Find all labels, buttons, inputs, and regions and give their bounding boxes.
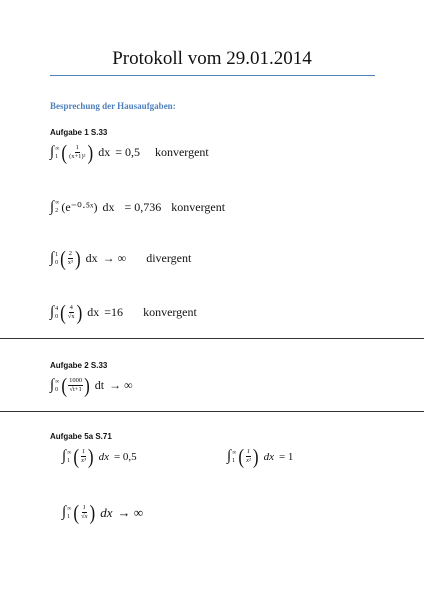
- upper-limit: ∞: [67, 449, 72, 456]
- numerator: 2: [68, 250, 72, 257]
- equation-3-3: ∫ ∞ 1 ( $\frac{1}{√x}$ ) dx → ∞: [62, 500, 143, 525]
- title-underline: [50, 75, 375, 76]
- lower-limit: 1: [67, 513, 71, 520]
- denominator: x²: [246, 457, 251, 464]
- integral-sign: ∫: [50, 198, 55, 215]
- fraction: [68, 377, 83, 394]
- integral-sign: ∫: [62, 448, 67, 464]
- differential: dt: [94, 378, 105, 392]
- result: = 1: [278, 450, 294, 463]
- fraction: [245, 448, 252, 465]
- differential: dx: [98, 450, 109, 463]
- result: = 0,5: [113, 450, 137, 463]
- denominator: x³: [67, 259, 73, 266]
- section-heading-2: Aufgabe 2 S.33: [50, 361, 108, 370]
- numerator: 1: [246, 448, 251, 455]
- differential: dx: [98, 145, 111, 159]
- verdict: konvergent: [143, 305, 197, 319]
- equation-3-1: ∫ ∞ 1 ( $\frac{1}{\text{x³}}$ ) dx = 0,5: [62, 444, 137, 469]
- differential: dx: [102, 199, 115, 214]
- result: → ∞: [109, 378, 133, 392]
- integral-sign: ∫: [50, 144, 55, 160]
- equation-1-4: ∫ 4 0 ( $\frac{4}{√x}$ ) dx =16 konvergent: [50, 300, 197, 325]
- result: =16: [104, 305, 124, 319]
- equation-1-3: ∫ 1 0 ( $\frac{2}{\text{x³}}$ ) dx → ∞ divergent: [50, 246, 192, 271]
- differential: dx: [87, 305, 100, 319]
- lower-limit: 0: [55, 386, 59, 393]
- document-title: Protokoll vom 29.01.2014: [112, 48, 312, 69]
- result: = 0,5: [115, 145, 140, 159]
- differential: dx: [263, 450, 274, 463]
- subheading: Besprechung der Hausaufgaben:: [50, 101, 176, 111]
- integral-sign: ∫: [227, 448, 232, 464]
- result: → ∞: [117, 504, 143, 520]
- upper-limit: ∞: [55, 378, 60, 385]
- denominator: √t+1: [69, 386, 82, 393]
- upper-limit: 4: [55, 305, 59, 312]
- section-heading-1: Aufgabe 1 S.33: [50, 128, 108, 137]
- verdict: divergent: [146, 251, 192, 265]
- fraction: [80, 448, 87, 465]
- fraction: [67, 250, 74, 267]
- equation-2-1: ∫ ∞ 0 ( $\frac{1000}{√t+1}$ ) dt → ∞: [50, 373, 133, 398]
- section-divider-2: [0, 411, 424, 412]
- differential: dx: [85, 251, 98, 265]
- numerator: 1: [81, 448, 86, 455]
- section-divider-1: [0, 338, 424, 339]
- fraction: [67, 304, 76, 321]
- lower-limit: 0: [55, 259, 59, 266]
- verdict: konvergent: [171, 199, 226, 214]
- integral-sign: ∫: [50, 250, 55, 266]
- numerator: 4: [69, 304, 73, 311]
- denominator: √x: [81, 513, 88, 520]
- verdict: konvergent: [154, 145, 209, 159]
- denominator: x³: [81, 457, 86, 464]
- lower-limit: 0: [55, 313, 59, 320]
- lower-limit: 1: [67, 457, 71, 464]
- fraction: [80, 504, 88, 521]
- upper-limit: ∞: [232, 449, 237, 456]
- lower-limit: 1: [55, 153, 59, 160]
- result: → ∞: [102, 251, 127, 265]
- integral-sign: ∫: [62, 504, 67, 520]
- equation-1-2: [50, 199, 225, 215]
- integral-sign: ∫: [50, 377, 55, 393]
- numerator: 1: [75, 144, 79, 151]
- section-heading-3: Aufgabe 5a S.71: [50, 432, 112, 441]
- equation-1-1: ∫ ∞ 1 ( $\frac{1}{\text{(x+1)²}}$ ) dx = 0,5 konvergent: [50, 140, 209, 165]
- denominator: (x+1)²: [69, 153, 86, 160]
- numerator: 1000: [69, 377, 83, 384]
- upper-limit: ∞: [55, 200, 60, 206]
- lower-limit: 1: [232, 457, 236, 464]
- denominator: √x: [67, 313, 75, 320]
- differential: dx: [100, 504, 113, 520]
- integrand: (e⁻⁰·⁵ˣ): [61, 199, 98, 214]
- equation-3-2: ∫ ∞ 1 ( $\frac{1}{\text{x²}}$ ) dx = 1: [227, 444, 294, 469]
- result: = 0,736: [124, 199, 162, 214]
- numerator: 1: [82, 504, 86, 511]
- lower-limit: 2: [55, 208, 59, 214]
- upper-limit: 1: [55, 251, 59, 258]
- upper-limit: ∞: [67, 505, 72, 512]
- upper-limit: ∞: [55, 145, 60, 152]
- fraction: [68, 144, 86, 161]
- integral-sign: ∫: [50, 304, 55, 320]
